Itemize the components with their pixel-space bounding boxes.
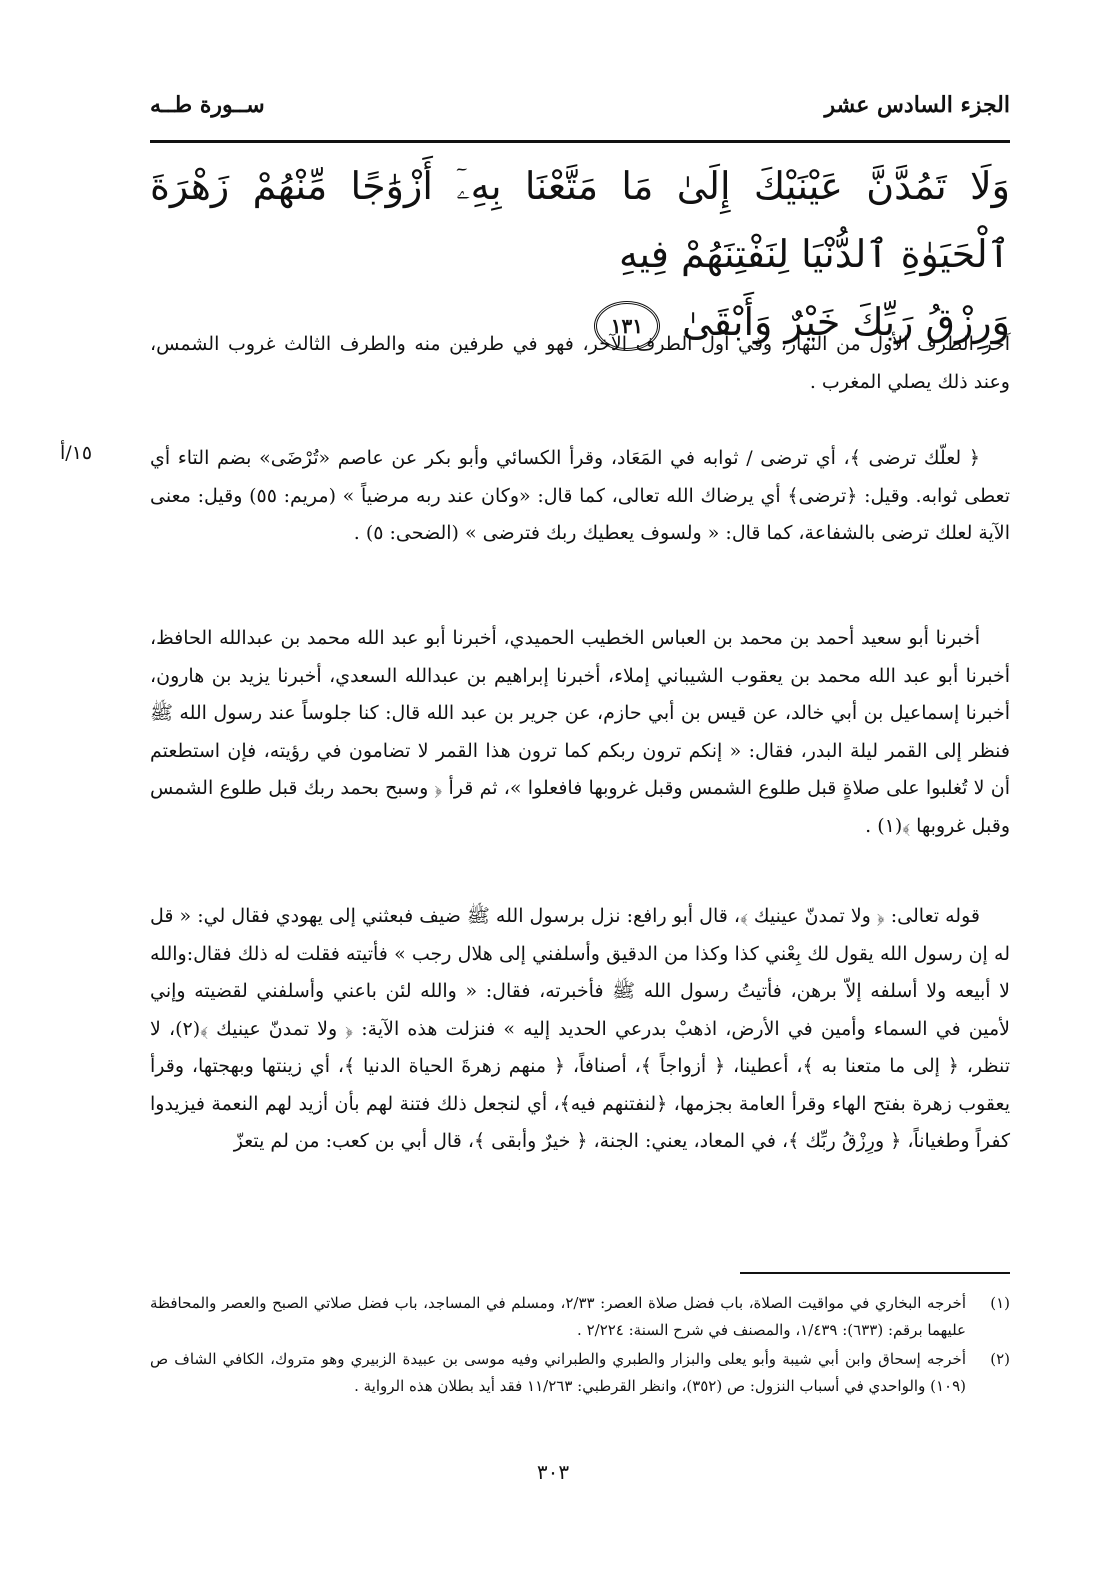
page-header bbox=[150, 92, 1010, 132]
footnote-divider bbox=[740, 1272, 1010, 1274]
verse-line-1: وَلَا تَمُدَّنَّ عَيْنَيْكَ إِلَىٰ مَا مَتَّعْنَا بِهِۦٓ أَزْوَٰجًا مِّنْهُمْ زَهْرَةَ ٱلْحَيَوٰةِ ٱلدُّنْيَا لِنَفْتِنَهُمْ فِيهِ bbox=[150, 164, 1010, 276]
paragraph-tarda bbox=[150, 440, 1010, 553]
verse-number-marker: ١٣١ bbox=[594, 301, 660, 351]
surah-title: ســورة طــه bbox=[150, 92, 265, 118]
paragraph-1: آخر الطرف الأول من النهار، وفي أول الطرف الآخر، فهو في طرفين منه والطرف الثالث غروب الشمس، وعند ذلك يصلي المغرب . bbox=[150, 333, 1010, 393]
footnote-1 bbox=[150, 1290, 1010, 1344]
paragraph-3: أخبرنا أبو سعيد أحمد بن محمد بن العباس الخطيب الحميدي، أخبرنا أبو عبد الله محمد بن عبدالله الحافظ، أخبرنا أبو عبد الله محمد بن يعقوب الشيباني إملاء، أخبرنا إبراهيم بن عبدالله السعدي، أخبرنا يزيد بن هارون، أخبرنا إسماعيل بن أبي خالد، عن قيس بن أبي حازم، عن جرير بن عبد الله قال: كنا جلوساً عند رسول الله ﷺ فنظر إلى القمر ليلة البدر، فقال: « إنكم ترون ربكم كما ترون هذا القمر لا تضامون في رؤيته، فإن استطعتم أن لا تُغلبوا على صلاةٍ قبل طلوع الشمس وقبل غروبها فافعلوا »، ثم قرأ ﴿ وسبح بحمد ربك قبل طلوع الشمس وقبل غروبها ﴾(١) . bbox=[150, 627, 1010, 837]
page-number: ٣٠٣ bbox=[536, 1460, 570, 1484]
paragraph-2: ﴿ لعلّك ترضى ﴾، أي ترضى / ثوابه في المَعَاد، وقرأ الكسائي وأبو بكر عن عاصم «تُرْضَى» بضم التاء أي تعطى ثوابه. وقيل: ﴿ترضى﴾ أي يرضاك الله تعالى، كما قال: «وكان عند ربه مرضياً » (مريم: ٥٥) وقيل: معنى الآية لعلك ترضى بالشفاعة، كما قال: « ولسوف يعطيك ربك فترضى » (الضحى: ٥) . bbox=[150, 447, 1010, 544]
quran-verse bbox=[150, 152, 1010, 344]
footnote-text: أخرجه البخاري في مواقيت الصلاة، باب فضل صلاة العصر: ٢/٣٣، ومسلم في المساجد، باب فضل صلاتي الصبح والعصر والمحافظة عليهما برقم: (٦٣٣): ١/٤٣٩، والمصنف في شرح السنة: ٢/٢٢٤ . bbox=[150, 1294, 966, 1339]
footnote-number: (٢) bbox=[990, 1350, 1010, 1368]
paragraph-4: قوله تعالى: ﴿ ولا تمدنّ عينيك ﴾، قال أبو رافع: نزل برسول الله ﷺ ضيف فبعثني إلى يهودي فقال لي: « قل له إن رسول الله يقول لك بِعْني كذا وكذا من الدقيق وأسلفني إلى هلال رجب » فأتيته فقلت له ذلك فقال:والله لا أبيعه ولا أسلفه إلاّ برهن، فأتيتُ رسول الله ﷺ فأخبرته، فقال: « والله لئن باعني وأسلفني لقضيته وإني لأمين في السماء وأمين في الأرض، اذهبْ بدرعي الحديد إليه » فنزلت هذه الآية: ﴿ ولا تمدنّ عينيك ﴾(٢)، لا تنظر، ﴿ إلى ما متعنا به ﴾، أعطينا، ﴿ أزواجاً ﴾، أصنافاً، ﴿ منهم زهرةَ الحياة الدنيا ﴾، أي زينتها وبهجتها، وقرأ يعقوب زهرة بفتح الهاء وقرأ العامة بجزمها، ﴿لنفتنهم فيه﴾، أي لنجعل ذلك فتنة لهم بأن أزيد لهم النعمة فيزيدوا كفراً وطغياناً، ﴿ ورِزْقُ ربِّك ﴾، في المعاد، يعني: الجنة، ﴿ خيرٌ وأبقى ﴾، قال أبي بن كعب: من لم يتعزّ bbox=[150, 905, 1011, 1152]
juz-title: الجزء السادس عشر bbox=[824, 92, 1010, 118]
paragraph-hadith bbox=[150, 620, 1010, 845]
footnote-text: أخرجه إسحاق وابن أبي شيبة وأبو يعلى والبزار والطبري والطبراني وفيه موسى بن عبيدة الزبيري وهو متروك، الكافي الشاف ص (١٠٩) والواحدي في أسباب النزول: ص (٣٥٢)، وانظر القرطبي: ١١/٢٦٣ فقد أيد بطلان هذه الرواية . bbox=[150, 1350, 966, 1395]
footnotes bbox=[150, 1290, 1010, 1402]
footnote-2 bbox=[150, 1346, 1010, 1400]
footnote-number: (١) bbox=[990, 1294, 1010, 1312]
manuscript-margin-note: ١٥/أ bbox=[60, 442, 93, 464]
verse-line-2-text: وَرِزْقُ رَبِّكَ خَيْرٌ وَأَبْقَىٰ bbox=[681, 300, 1010, 344]
paragraph-continuation bbox=[150, 326, 1010, 401]
header-divider bbox=[150, 140, 1010, 143]
paragraph-tafsir bbox=[150, 898, 1010, 1161]
